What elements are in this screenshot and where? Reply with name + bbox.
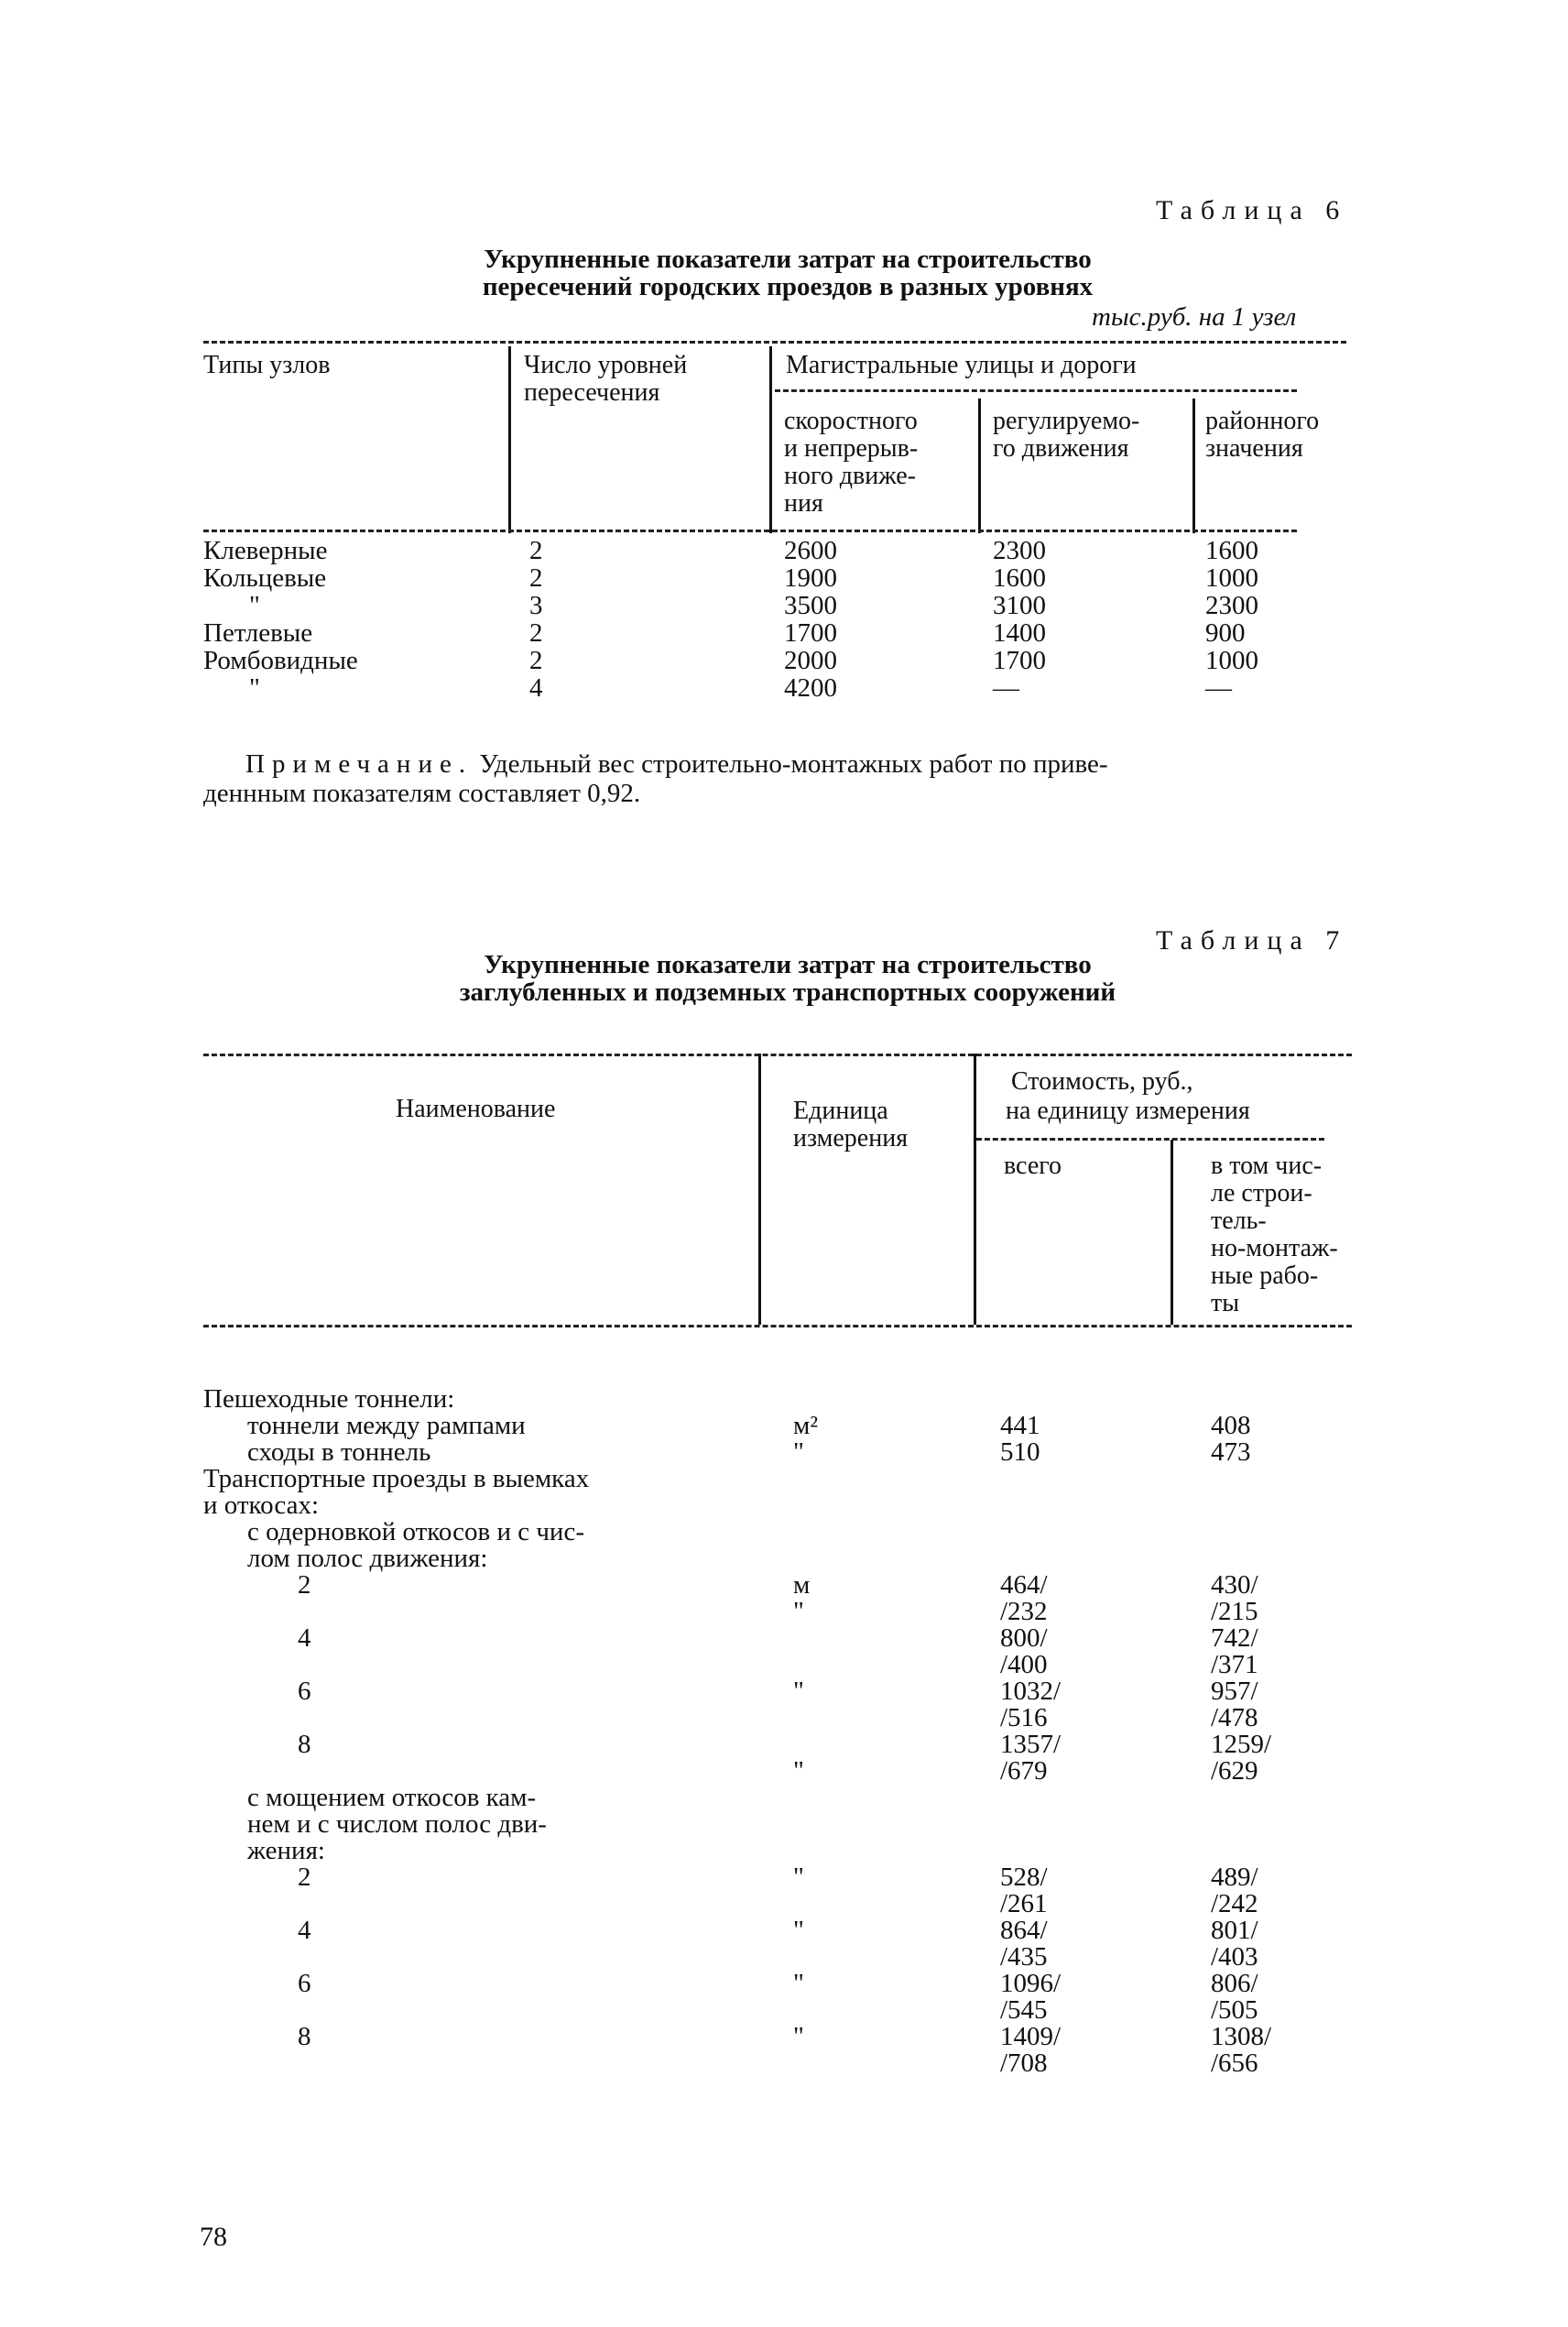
table7-cell-unit: " [793, 1756, 804, 1786]
table6-cell-levels: 3 [529, 591, 543, 620]
table7-cell-total: /545 [1000, 1995, 1048, 2025]
table6-cell-type: Кольцевые [203, 563, 327, 593]
table6-cell-regulated: 1700 [993, 646, 1046, 675]
table6-cell-express: 2600 [784, 536, 837, 565]
table7-cell-incl: 806/ [1211, 1969, 1258, 1998]
table7-cell-name: нем и с числом полос дви- [247, 1809, 547, 1839]
table6-vline-3 [978, 399, 981, 533]
table7-header-unit-2: измерения [793, 1124, 909, 1153]
table7-cell-total: 1032/ [1000, 1677, 1062, 1706]
table7-cell-unit: " [793, 1916, 804, 1945]
table7-header-incl-2: ле строи- [1211, 1179, 1312, 1207]
table7-header-cost-1: Стоимость, руб., [1011, 1067, 1193, 1096]
table7-cell-incl: 957/ [1211, 1677, 1258, 1706]
table6-cell-levels: 2 [529, 536, 543, 565]
table6-vline-2 [769, 346, 772, 533]
table6-cell-type: Клеверные [203, 536, 328, 565]
table6-cell-express: 3500 [784, 591, 837, 620]
table7-cell-name: с одерновкой откосов и с чис- [247, 1517, 584, 1546]
table7-cell-name: жения: [247, 1836, 325, 1865]
table7-cell-unit: м [793, 1570, 811, 1600]
table7-cell-name: 4 [298, 1623, 311, 1653]
table6-cell-levels: 4 [529, 673, 543, 703]
table7-cell-name: Пешеходные тоннели: [203, 1384, 455, 1414]
table6-top-rule [203, 341, 1346, 344]
table6-cell-district: 1000 [1205, 563, 1258, 593]
table7-header-total: всего [1004, 1152, 1062, 1180]
table7-header-incl-6: ты [1211, 1289, 1240, 1317]
table6-header-types: Типы узлов [203, 351, 331, 379]
table6-cell-district: 1600 [1205, 536, 1258, 565]
table7-cell-total: 800/ [1000, 1623, 1048, 1653]
table6-header-express-2: и непрерыв- [784, 434, 919, 463]
table7-cell-incl: /478 [1211, 1703, 1258, 1732]
table6-title-line1: Укрупненные показатели затрат на строительство [484, 245, 1092, 274]
table7-cell-unit: " [793, 1437, 804, 1467]
table7-vline-1 [758, 1054, 761, 1325]
table6-cell-regulated: 2300 [993, 536, 1046, 565]
table7-cell-total: 441 [1000, 1411, 1040, 1440]
table7-cell-incl: /403 [1211, 1942, 1258, 1972]
table7-cell-name: Транспортные проезды в выемках [203, 1464, 590, 1493]
table6-cell-type: Ромбовидные [203, 646, 358, 675]
table6-cell-regulated: — [993, 673, 1019, 703]
table7-cell-total: 464/ [1000, 1570, 1048, 1600]
table6-cell-type: " [249, 673, 260, 703]
table6-header-express-1: скоростного [784, 407, 918, 435]
table7-title-line1: Укрупненные показатели затрат на строительство [484, 950, 1092, 979]
table6-header-express-4: ния [784, 489, 823, 518]
table7-cell-name: 8 [298, 1730, 311, 1759]
table7-cell-incl: /215 [1211, 1597, 1258, 1626]
table7-cell-incl: 1308/ [1211, 2022, 1272, 2051]
table7-cell-name: 2 [298, 1570, 311, 1600]
table6-note-line1 [245, 749, 1108, 779]
table7-cell-incl: 408 [1211, 1411, 1251, 1440]
table7-cell-name: с мощением откосов кам- [247, 1783, 537, 1812]
table7-cell-unit: м² [793, 1411, 819, 1440]
table6-unit: тыс.руб. на 1 узел [1092, 302, 1297, 332]
table6-subheader-rule [775, 389, 1297, 392]
table7-cell-total: /232 [1000, 1597, 1048, 1626]
table7-cell-name: 6 [298, 1969, 311, 1998]
table7-cell-name: и откосах: [203, 1491, 320, 1520]
table7-header-name: Наименование [396, 1095, 556, 1123]
table7-cell-incl: /371 [1211, 1650, 1258, 1679]
table6-cell-levels: 2 [529, 563, 543, 593]
table6-note-line2: деннным показателям составляет 0,92. [203, 779, 641, 808]
table6-header-levels-1: Число уровней [524, 351, 688, 379]
table7-cell-incl: /629 [1211, 1756, 1258, 1786]
table6-header-bottom-rule [203, 530, 1297, 532]
table7-title-line2: заглубленных и подземных транспортных сооружений [459, 978, 1116, 1007]
table7-cell-unit: " [793, 1863, 804, 1892]
table7-cell-name: сходы в тоннель [247, 1437, 431, 1467]
table6-header-district-2: значения [1205, 434, 1303, 463]
table7-cell-incl: 742/ [1211, 1623, 1258, 1653]
table6-cell-express: 1900 [784, 563, 837, 593]
table7-cell-total: 864/ [1000, 1916, 1048, 1945]
table6-vline-4 [1192, 399, 1195, 533]
table7-cell-total: /708 [1000, 2048, 1048, 2078]
table7-cell-name: тоннели между рампами [247, 1411, 526, 1440]
table7-cell-name: лом полос движения: [247, 1544, 488, 1573]
table7-cell-total: /516 [1000, 1703, 1048, 1732]
table7-header-unit-1: Единица [793, 1097, 888, 1125]
table6-cell-regulated: 3100 [993, 591, 1046, 620]
table7-header-incl-5: ные рабо- [1211, 1262, 1319, 1290]
table7-top-rule [203, 1054, 1352, 1056]
table7-cell-total: 1096/ [1000, 1969, 1062, 1998]
table7-cell-incl: 430/ [1211, 1570, 1258, 1600]
table6-cell-type: Петлевые [203, 618, 313, 648]
table6-label: Таблица 6 [1156, 195, 1348, 225]
table6-cell-express: 2000 [784, 646, 837, 675]
table7-cell-incl: 489/ [1211, 1863, 1258, 1892]
table7-cell-name: 2 [298, 1863, 311, 1892]
table7-cell-unit: " [793, 1597, 804, 1626]
table6-cell-levels: 2 [529, 646, 543, 675]
table7-cell-incl: 1259/ [1211, 1730, 1272, 1759]
table7-cell-unit: " [793, 2022, 804, 2051]
table7-cell-name: 4 [298, 1916, 311, 1945]
table7-cell-incl: 801/ [1211, 1916, 1258, 1945]
table6-cell-district: 2300 [1205, 591, 1258, 620]
page-number: 78 [200, 2222, 227, 2252]
table7-header-incl-3: тель- [1211, 1207, 1267, 1235]
table7-cell-incl: 473 [1211, 1437, 1251, 1467]
table7-cell-incl: /656 [1211, 2048, 1258, 2078]
table7-header-bottom-rule [203, 1325, 1352, 1327]
table7-cell-total: /679 [1000, 1756, 1048, 1786]
table6-header-levels-2: пересечения [524, 378, 660, 407]
table7-header-incl-1: в том чис- [1211, 1152, 1323, 1180]
table7-label: Таблица 7 [1156, 925, 1348, 956]
table7-cell-incl: /242 [1211, 1889, 1258, 1918]
table6-header-express-3: ного движе- [784, 462, 916, 490]
table7-cell-total: 510 [1000, 1437, 1040, 1467]
table6-header-regulated-2: го движения [993, 434, 1129, 463]
table7-vline-3 [1171, 1140, 1173, 1325]
table7-subheader-rule [976, 1138, 1324, 1141]
table6-note-word: Примечание. [245, 749, 474, 779]
table6-cell-district: 900 [1205, 618, 1246, 648]
table7-cell-total: 528/ [1000, 1863, 1048, 1892]
table6-cell-district: 1000 [1205, 646, 1258, 675]
table6-cell-express: 1700 [784, 618, 837, 648]
table6-header-district-1: районного [1205, 407, 1320, 435]
table6-note-text: Удельный вес строительно-монтажных работ по приве- [479, 749, 1108, 779]
table6-header-regulated-1: регулируемо- [993, 407, 1140, 435]
table7-cell-unit: " [793, 1677, 804, 1706]
table6-cell-levels: 2 [529, 618, 543, 648]
table6-title-line2: пересечений городских проездов в разных уровнях [482, 272, 1094, 301]
table6-cell-regulated: 1400 [993, 618, 1046, 648]
table7-cell-unit: " [793, 1969, 804, 1998]
table7-cell-incl: /505 [1211, 1995, 1258, 2025]
table6-cell-district: — [1205, 673, 1232, 703]
table7-cell-name: 6 [298, 1677, 311, 1706]
table7-cell-total: /400 [1000, 1650, 1048, 1679]
table6-cell-type: " [249, 591, 260, 620]
table7-cell-total: 1409/ [1000, 2022, 1062, 2051]
table6-cell-express: 4200 [784, 673, 837, 703]
table7-header-incl-4: но-монтаж- [1211, 1234, 1338, 1262]
table7-cell-total: 1357/ [1000, 1730, 1062, 1759]
table7-cell-total: /261 [1000, 1889, 1048, 1918]
table6-vline-1 [508, 346, 511, 533]
table7-cell-name: 8 [298, 2022, 311, 2051]
table7-header-cost-2: на единицу измерения [1006, 1097, 1250, 1125]
table7-vline-2 [974, 1054, 976, 1325]
table7-cell-total: /435 [1000, 1942, 1048, 1972]
table6-cell-regulated: 1600 [993, 563, 1046, 593]
table6-header-streets: Магистральные улицы и дороги [786, 351, 1137, 379]
